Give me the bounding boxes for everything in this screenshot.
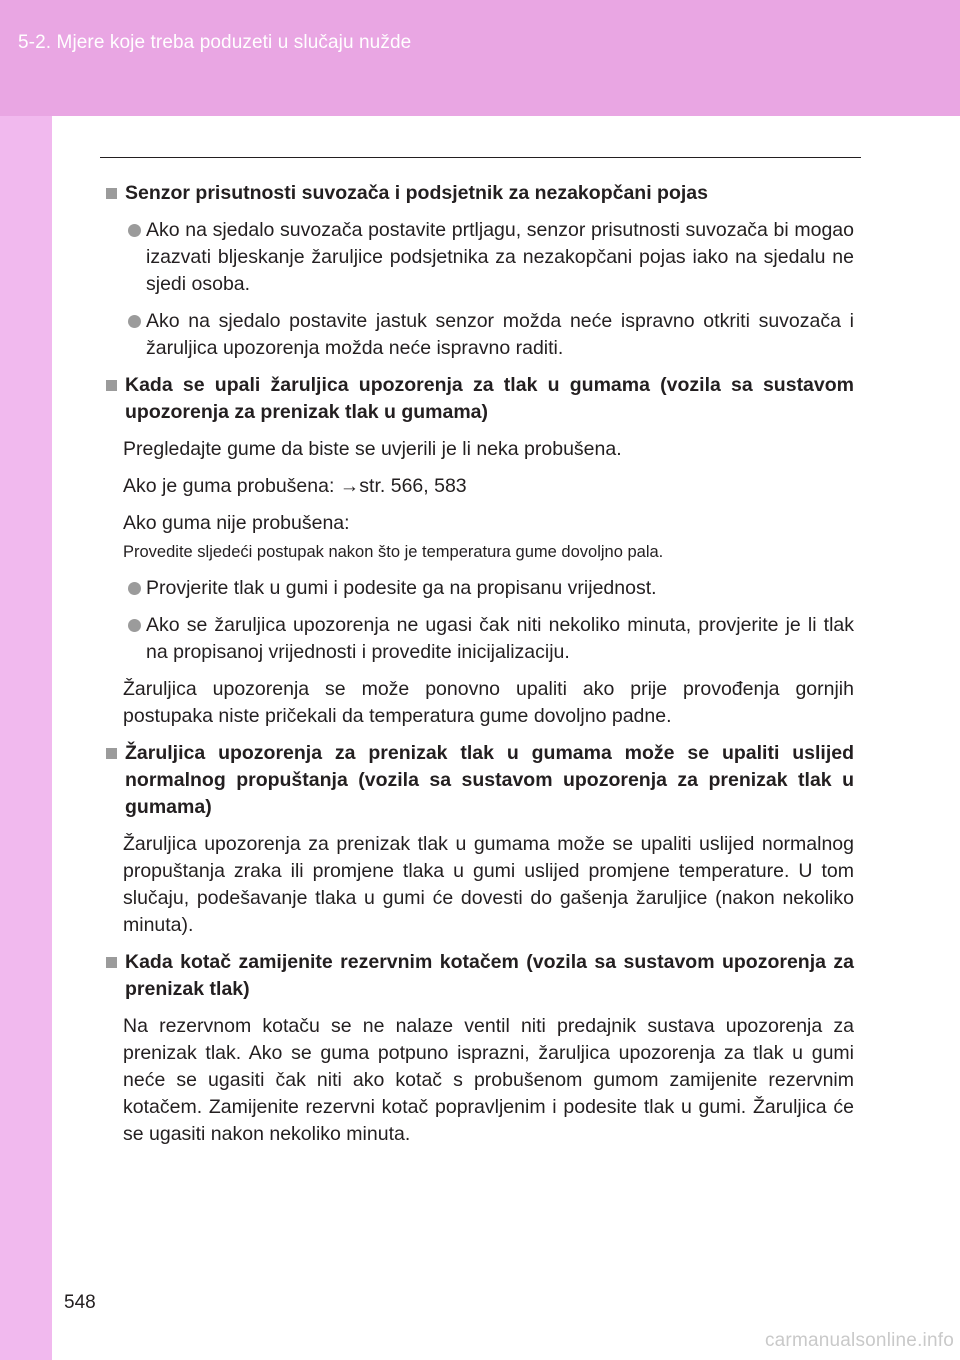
paragraph: Žaruljica upozorenja se može ponovno upaliti ako prije provođenja gornjih postupaka niste pričekali da temperatura gume dovoljno padne. xyxy=(123,678,854,727)
list-item xyxy=(126,612,854,666)
heading-text: Kada kotač zamijenite rezervnim kotačem (vozila sa sustavom upozorenja za prenizak tlak) xyxy=(125,951,854,1000)
list-item-text: Ako na sjedalo postavite jastuk senzor možda neće ispravno otkriti suvozača i žaruljica upozorenja možda neće ispravno raditi. xyxy=(146,310,854,359)
watermark: carmanualsonline.info xyxy=(764,1330,954,1351)
section-heading xyxy=(104,180,854,207)
heading-text: Kada se upali žaruljica upozorenja za tlak u gumama (vozila sa sustavom upozorenja za prenizak tlak u gumama) xyxy=(125,374,854,423)
heading-text: Senzor prisutnosti suvozača i podsjetnik za nezakopčani pojas xyxy=(125,182,708,204)
header-band xyxy=(0,0,960,116)
square-bullet-icon xyxy=(106,748,117,759)
paragraph: Pregledajte gume da biste se uvjerili je li neka probušena. xyxy=(123,438,622,460)
page-content xyxy=(104,180,854,1158)
circle-bullet-icon xyxy=(128,315,141,328)
note-paragraph: Provedite sljedeći postupak nakon što je temperatura gume dovoljno pala. xyxy=(123,543,664,561)
section-heading xyxy=(104,372,854,426)
paragraph: Žaruljica upozorenja za prenizak tlak u gumama može se upaliti uslijed normalnog propuštanja zraka ili promjene tlaka u gumi uslijed promjene temperature. U tom slučaju, podešavanje tlaka u gumi će dovesti do gašenja žaruljice (nakon nekoliko minuta). xyxy=(123,833,854,936)
list-item xyxy=(126,217,854,298)
paragraph: Ako guma nije probušena: xyxy=(123,512,350,534)
section-title: 5-2. Mjere koje treba poduzeti u slučaju nužde xyxy=(18,32,412,53)
paragraph: Ako je guma probušena: →str. 566, 583 xyxy=(123,475,467,497)
square-bullet-icon xyxy=(106,957,117,968)
heading-text: Žaruljica upozorenja za prenizak tlak u gumama može se upaliti uslijed normalnog propuštanja (vozila sa sustavom upozorenja za prenizak tlak u gumama) xyxy=(125,742,854,818)
page-number: 548 xyxy=(64,1292,96,1313)
list-item xyxy=(126,308,854,362)
list-item xyxy=(126,575,854,602)
section-heading xyxy=(104,740,854,821)
list-item-text: Ako na sjedalo suvozača postavite prtljagu, senzor prisutnosti suvozača bi mogao izazvati bljeskanje žaruljice podsjetnika za nezakopčani pojas iako na sjedalu ne sjedi osoba. xyxy=(146,219,854,295)
square-bullet-icon xyxy=(106,188,117,199)
square-bullet-icon xyxy=(106,380,117,391)
circle-bullet-icon xyxy=(128,224,141,237)
side-band xyxy=(0,116,52,1360)
header-rule xyxy=(100,157,861,158)
circle-bullet-icon xyxy=(128,619,141,632)
paragraph: Na rezervnom kotaču se ne nalaze ventil niti predajnik sustava upozorenja za prenizak tlak. Ako se guma potpuno isprazni, žaruljica upozorenja za tlak u gumi neće se ugasiti čak niti ako kotač s probušenom gumom zamijenite rezervnim kotačem. Zamijenite rezervni kotač popravljenim i podesite tlak u gumi. Žaruljica će se ugasiti nakon nekoliko minuta. xyxy=(123,1015,854,1145)
section-heading xyxy=(104,949,854,1003)
circle-bullet-icon xyxy=(128,582,141,595)
list-item-text: Ako se žaruljica upozorenja ne ugasi čak niti nekoliko minuta, provjerite je li tlak na propisanoj vrijednosti i provedite inicijalizaciju. xyxy=(146,614,854,663)
list-item-text: Provjerite tlak u gumi i podesite ga na propisanu vrijednost. xyxy=(146,577,657,599)
